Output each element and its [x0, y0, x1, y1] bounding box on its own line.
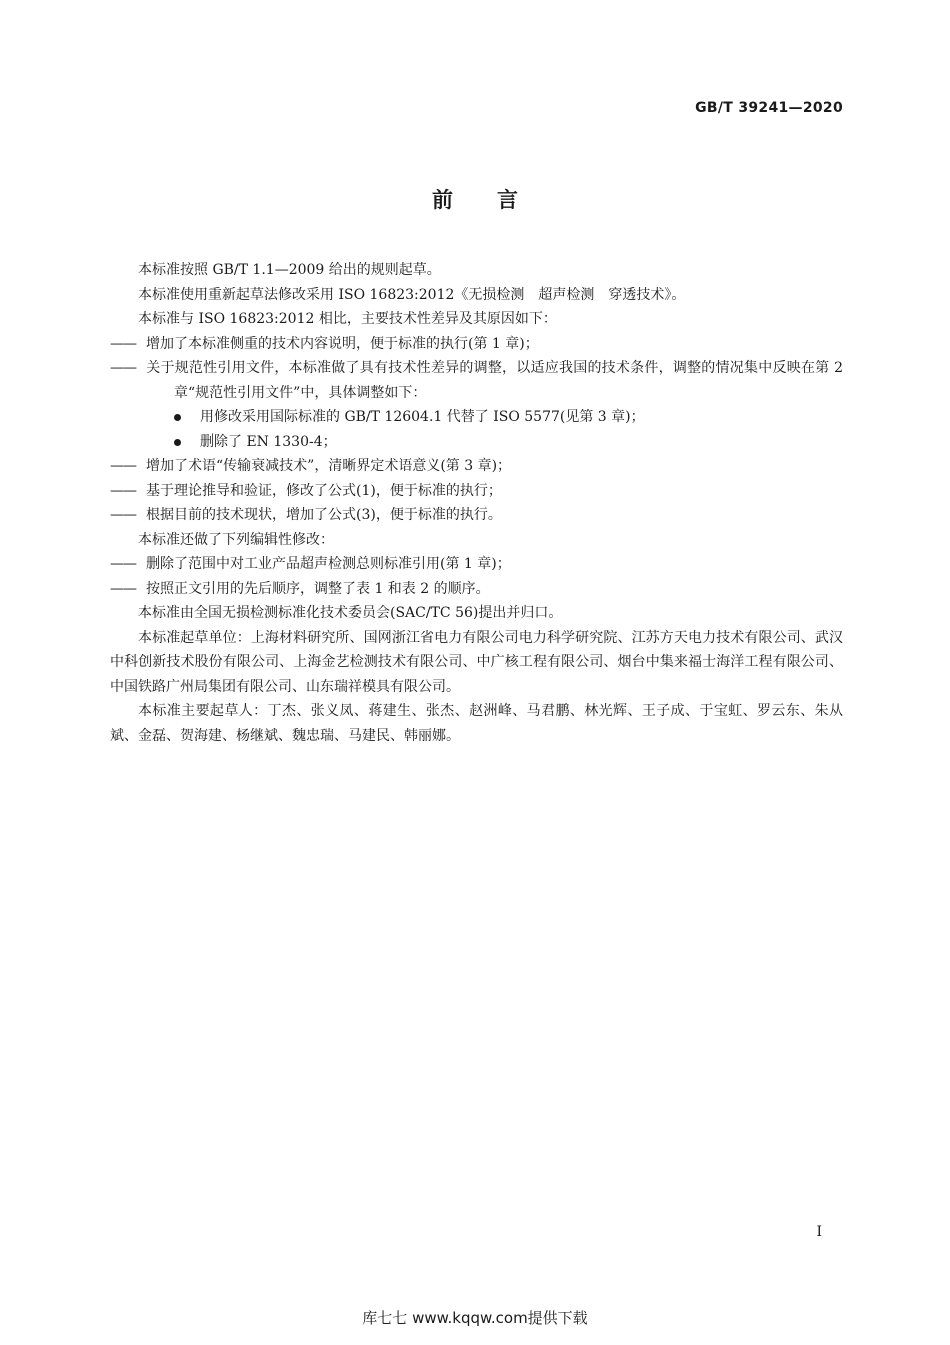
paragraph-proposer: 本标准由全国无损检测标准化技术委员会(SAC/TC 56)提出并归口。: [138, 605, 563, 621]
dash-mark: ——: [110, 360, 136, 376]
bullet-icon: [174, 439, 181, 446]
dash-mark: ——: [110, 335, 136, 352]
foreword-body: [110, 258, 843, 748]
dash-item: —— 根据目前的技术现状，增加了公式(3)，便于标准的执行。: [110, 503, 843, 528]
dash-mark: ——: [110, 556, 136, 572]
standard-code: GB/T 39241—2020: [695, 100, 843, 116]
bullet-icon: [174, 414, 181, 421]
dash-mark: ——: [110, 482, 136, 499]
page-number: I: [816, 1224, 822, 1240]
paragraph-differences-intro: 本标准与 ISO 16823:2012 相比，主要技术性差异及其原因如下：: [138, 311, 557, 327]
download-footer: 库七七 www.kqqw.com提供下载: [362, 1309, 588, 1327]
bullet-item: 用修改采用国际标准的 GB/T 12604.1 代替了 ISO 5577(见第 3 章)；: [110, 405, 843, 430]
paragraph-drafters: 本标准主要起草人：丁杰、张义凤、蒋建生、张杰、赵洲峰、马君鹏、林光辉、王子成、于宝虹、罗云东、朱从斌、金磊、贺海建、杨继斌、魏忠瑞、马建民、韩丽娜。: [110, 703, 843, 744]
bullet-item: 删除了 EN 1330-4；: [110, 430, 843, 455]
dash-item: —— 按照正文引用的先后顺序，调整了表 1 和表 2 的顺序。: [110, 577, 843, 602]
page-title: 前言: [432, 188, 562, 212]
paragraph-drafting-units: 本标准起草单位：上海材料研究所、国网浙江省电力有限公司电力科学研究院、江苏方天电力技术有限公司、武汉中科创新技术股份有限公司、上海金艺检测技术有限公司、中广核工程有限公司、烟台中集来福士海洋工程有限公司、中国铁路广州局集团有限公司、山东瑞祥模具有限公司。: [110, 629, 843, 695]
dash-mark: ——: [110, 580, 136, 597]
paragraph-adoption: 本标准使用重新起草法修改采用 ISO 16823:2012《无损检测 超声检测 穿透技术》。: [138, 286, 686, 303]
dash-item: —— 增加了本标准侧重的技术内容说明，便于标准的执行(第 1 章)；: [110, 332, 843, 357]
dash-item: —— 基于理论推导和验证，修改了公式(1)，便于标准的执行；: [110, 479, 843, 504]
paragraph-editorial-intro: 本标准还做了下列编辑性修改：: [138, 531, 334, 548]
dash-item: —— 增加了术语“传输衰减技术”，清晰界定术语意义(第 3 章)；: [110, 454, 843, 479]
dash-item: —— 关于规范性引用文件，本标准做了具有技术性差异的调整，以适应我国的技术条件，调整的情况集中反映在第 2 章“规范性引用文件”中，具体调整如下：: [110, 356, 843, 405]
dash-item: —— 删除了范围中对工业产品超声检测总则标准引用(第 1 章)；: [110, 552, 843, 577]
dash-mark: ——: [110, 458, 136, 474]
paragraph-drafting-rules: 本标准按照 GB/T 1.1—2009 给出的规则起草。: [138, 262, 441, 278]
dash-mark: ——: [110, 507, 136, 523]
